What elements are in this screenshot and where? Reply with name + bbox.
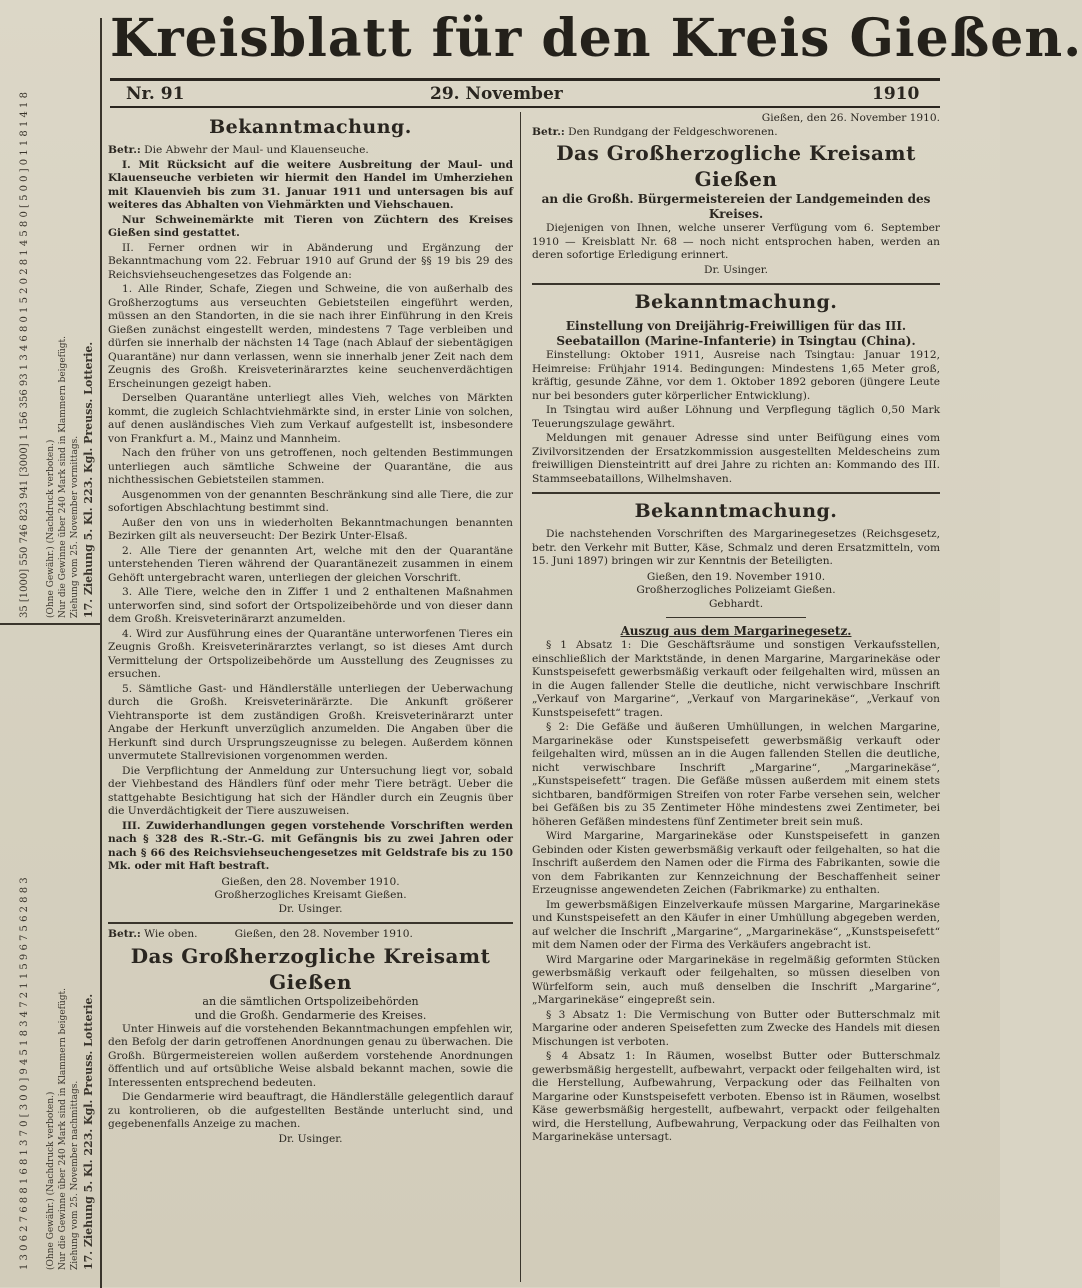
paragraph-feldgeschworene: Diejenigen von Ihnen, welche unserer Verfügung vom 6. September 1910 — Kreisblatt Nr. 68 — noch nicht entsprochen haben, werden an deren sofortige Erledigung erinnert.: [532, 222, 940, 261]
paragraph-s3: § 3 Absatz 1: Die Vermischung von Butter oder Butterschmalz mit Margarine oder anderen Speisefetten zum Zwecke des Handels mit diesen Mischungen ist verboten.: [532, 1008, 940, 1048]
section-rule-left: [108, 922, 513, 924]
lottery-subheading-top: Ziehung vom 25. November vormittags.: [70, 435, 80, 618]
betr2-label: Betr.:: [108, 928, 141, 940]
lottery-note-bottom: Nur die Gewinne über 240 Mark sind in Klammern beigefügt.: [58, 987, 68, 1270]
section-rule-right-1: [532, 283, 940, 285]
paragraph-ausgenommen: Ausgenommen von der genannten Beschränkung sind alle Tiere, die zur sofortigen Abschlachtung bestimmt sind.: [108, 488, 513, 514]
lottery-heading-top: 17. Ziehung 5. Kl. 223. Kgl. Preuss. Lotterie.: [82, 341, 95, 618]
issue-number: Nr. 91: [126, 84, 185, 104]
paragraph-gebinde: Wird Margarine, Margarinekäse oder Kunstspeisefett in ganzen Gebinden oder Kisten gewerbsmäßig verkauft oder feilgehalten, so hat die Inschrift außerdem den Namen oder die Firma des Fabrikanten, sowie die von dem Fabrikanten zur Kennzeichnung der Beschaffenheit seiner Erzeugnisse angewendeten Zeichen (Fabrikmarke) zu enthalten.: [532, 830, 940, 896]
paragraph-s4: § 4 Absatz 1: In Räumen, woselbst Butter oder Butterschmalz gewerbsmäßig hergestellt, aufbewahrt, verpackt oder feilgehalten wird, ist die Herstellung, Aufbewahrung, Verpackung oder das Feilhalten von Margarine oder Kunstspeisefett verboten. Ebenso ist in Räumen, woselbst Käse gewerbsmäßig hergestellt, aufbewahrt, verpackt oder feilgehalten wird, die Herstellung, Aufbewahrung, Verpackung oder das Feilhalten von Margarinekäse untersagt.: [532, 1050, 940, 1143]
issue-row: [110, 84, 940, 106]
lottery-subheading-bottom: Ziehung vom 25. November nachmittags.: [70, 1080, 80, 1270]
paragraph-quarantaene: Derselben Quarantäne unterliegt alles Vieh, welches von Märkten kommt, die zugleich Schlachtviehmärkte sind, in erster Linie von solchen, auf denen ausländisches Vieh zum Verkauf aufgestellt ist, insbesondere von Frankfurt a. M., Mainz und Mannheim.: [108, 392, 513, 445]
paragraph-schweinemaerkte: Nur Schweinemärkte mit Tieren von Züchtern des Kreises Gießen sind gestattet.: [108, 213, 513, 239]
paragraph-bezirk: Außer den von uns in wiederholten Bekanntmachungen benannten Bezirken gilt als neuverseucht: Der Bezirk Unter-Elsaß.: [108, 516, 513, 542]
signature-polizeiamt: Großherzogliches Polizeiamt Gießen.: [636, 584, 836, 596]
paragraph-4: 4. Wird zur Ausführung eines der Quarantäne unterworfenen Tieres ein Zeugnis Großh. Kreisveterinärarztes verlangt, so ist dieses Amt durch Vermittelung der Ortspolizeibehörde um Ausstellung des Zeugnisses zu ersuchen.: [108, 627, 513, 680]
paragraph-bestimmungen: Nach den früher von uns getroffenen, noch geltenden Bestimmungen unterliegen auch sämtliche Schweine der Quarantäne, die aus nichthessischen Gebietsteilen stammen.: [108, 447, 513, 486]
paragraph-3: 3. Alle Tiere, welche den in Ziffer 1 und 2 enthaltenen Maßnahmen unterworfen sind, sind sofort der Ortspolizeibehörde und von dieser dann dem Großh. Kreisveterinärarzt anzumelden.: [108, 586, 513, 625]
masthead-title: Kreisblatt für den Kreis Gießen.: [110, 8, 1082, 69]
masthead-rule-bottom: [110, 106, 940, 108]
lottery-note-top: Nur die Gewinne über 240 Mark sind in Klammern beigefügt.: [58, 335, 68, 618]
date-right-1: Gießen, den 26. November 1910.: [761, 112, 940, 124]
lottery-disclaimer-top: (Ohne Gewähr.) (Nachdruck verboten.): [46, 439, 56, 618]
signature-usinger-1: Dr. Usinger.: [278, 902, 343, 915]
paragraph-tsingtau: In Tsingtau wird außer Löhnung und Verpflegung täglich 0,50 Mark Teuerungszulage gewährt.: [532, 404, 940, 430]
betr-label: Betr.:: [108, 144, 141, 156]
lottery-numbers-top: 35 [1000] 550 746 823 941 [3000] 1 156 356 93 1 3 4 6 8 0 1 5 2 0 2 8 1 4 5 8 0 [ 5 0 0 ] 0 1 1 8 1 4 1 8: [19, 92, 30, 618]
column-divider: [520, 112, 521, 1282]
lottery-heading-bottom: 17. Ziehung 5. Kl. 223. Kgl. Preuss. Lotterie.: [82, 993, 95, 1270]
lottery-numbers-bottom: 1 3 0 6 2 7 6 8 8 1 6 8 1 3 7 0 [ 3 0 0 ] 9 4 5 1 8 3 4 7 2 1 1 5 9 6 7 5 6 2 8 8 3: [19, 877, 30, 1270]
issue-date: 29. November: [430, 84, 563, 104]
paragraph-einzelverkauf: Im gewerbsmäßigen Einzelverkaufe müssen Margarine, Margarinekäse und Kunstspeisefett an den Käufer in einer Umhüllung abgegeben werden, auf welcher die Inschrift „Margarine“, „Margarinekäse“, „Kunstspeisefett“ mit dem Namen oder der Firma des Verkäufers angebracht ist.: [532, 898, 940, 951]
auszug-title: Auszug aus dem Margarinegesetz.: [620, 624, 852, 638]
right-column: [532, 112, 940, 1282]
paragraph-hinweis: Unter Hinweis auf die vorstehenden Bekanntmachungen empfehlen wir, den Befolg der darin getroffenen Anordnungen genau zu überwachen. Die Großh. Bürgermeistereien wollen außerdem vorstehende Anordnungen öffentlich und auf ortsübliche Weise alsbald bekannt machen, sowie die Interessenten entsprechend bedeuten.: [108, 1022, 513, 1089]
kreisamt-title-left: Das Großherzogliche Kreisamt Gießen: [130, 943, 491, 994]
lottery-disclaimer-bottom: (Ohne Gewähr.) (Nachdruck verboten.): [46, 1091, 56, 1270]
kreisamt-title-right: Das Großherzogliche Kreisamt Gießen: [556, 141, 916, 191]
paragraph-margarinegesetz: Die nachstehenden Vorschriften des Margarinegesetzes (Reichsgesetz, betr. den Verkehr mit Butter, Käse, Schmalz und deren Ersatzmitteln, vom 15. Juni 1897) bringen wir zur Kenntnis der Beteiligten.: [532, 528, 940, 567]
left-column: [108, 112, 513, 1282]
issue-year: 1910: [872, 84, 920, 104]
paragraph-2: 2. Alle Tiere der genannten Art, welche mit den der Quarantäne unterstehenden Tieren während der Quarantänezeit zusammen in einem Gehöft untergebracht waren, unterliegen der gleichen Vorschrift.: [108, 544, 513, 584]
kreisamt-sub2-left: und die Großh. Gendarmerie des Kreises.: [194, 1008, 427, 1022]
paragraph-s2: § 2: Die Gefäße und äußeren Umhüllungen, in welchen Margarine, Margarinekäse oder Kunstspeisefett gewerbsmäßig verkauft oder feilgehalten wird, müssen an in die Augen fallenden Stellen die deutliche, nicht verwischbare Inschrift „Margarine“, „Margarinekäse“, „Kunstspeisefett“ tragen. Die Gefäße müssen außerdem mit einem stets sichtbaren, bandförmigen Streifen von roter Farbe versehen sein, welcher bei Gefäßen bis zu 35 Zentimeter Höhe mindestens zwei Zentimeter, bei höheren Gefäßen mindestens fünf Zentimeter breit sein muß.: [532, 721, 940, 828]
section-rule-right-2: [532, 492, 940, 494]
signature-kreisamt: Großherzogliches Kreisamt Gießen.: [214, 889, 407, 901]
paragraph-5: 5. Sämtliche Gast- und Händlerställe unterliegen der Ueberwachung durch die Großh. Kreisveterinärärzte. Die Ankunft größerer Viehtransporte ist dem zuständigen Großh. Kreisveterinärarzt unter Angabe der Herkunft unverzüglich anzumelden. Die Angaben über die Herkunft sind durch Ursprungszeugnisse zu belegen. Außerdem können unvermutete Stallrevisionen vorgenommen werden.: [108, 682, 513, 762]
paragraph-iii: III. Zuwiderhandlungen gegen vorstehende Vorschriften werden nach § 328 des R.-Str.-G. mit Gefängnis bis zu zwei Jahren oder nach § 66 des Reichsviehseuchengesetzes mit Geldstrafe bis zu 150 Mk. oder mit Haft bestraft.: [108, 819, 513, 872]
kreisamt-sub1-left: an die sämtlichen Ortspolizeibehörden: [202, 994, 419, 1008]
bekanntmachung-title-2: Bekanntmachung.: [634, 291, 838, 313]
bekanntmachung-title-1: Bekanntmachung.: [209, 116, 412, 138]
paragraph-verpflichtung: Die Verpflichtung der Anmeldung zur Untersuchung liegt vor, sobald der Viehbestand des Händlers fünf oder mehr Tiere beträgt. Ueber die stattgehabte Besichtigung hat sich der Händler durch ein Zeugnis über die Unverdächtigkeit der Tiere auszuweisen.: [108, 764, 513, 817]
betr-text: Die Abwehr der Maul- und Klauenseuche.: [144, 144, 369, 156]
paragraph-gendarmerie: Die Gendarmerie wird beauftragt, die Händlerställe gelegentlich darauf zu kontrolieren, ob die aufgestellten Bestände unterlucht sind, und gegebenenfalls Anzeige zu machen.: [108, 1091, 513, 1130]
betr2-text: Wie oben.: [144, 928, 198, 940]
date-left-2: Gießen, den 28. November 1910.: [234, 928, 413, 940]
paragraph-i: I. Mit Rücksicht auf die weitere Ausbreitung der Maul- und Klauenseuche verbieten wir hiermit den Handel im Umherziehen mit Klauenvieh bis zum 31. Januar 1911 und untersagen bis auf weiteres das Abhalten von Viehmärkten und Viehschauen.: [108, 158, 513, 211]
date-left-1: Gießen, den 28. November 1910.: [221, 875, 400, 888]
masthead-rule-top: [110, 78, 940, 81]
paragraph-1: 1. Alle Rinder, Schafe, Ziegen und Schweine, die von außerhalb des Großherzogtums aus verseuchten Gebietsteilen eingeführt werden, müssen an den Standorten, in die sie nach ihrer Einführung in den Kreis Gießen zunächst eingestellt werden, mindestens 7 Tage verbleiben und dürfen sie innerhalb der nächsten 14 Tage (nach Ablauf der siebentägigen Quarantäne) nur dann verlassen, wenn sie innerhalb jener Zeit nach dem Zeugnis des Großh. Kreisveterinärarztes keine seuchenverdächtigen Erscheinungen gezeigt haben.: [108, 283, 513, 390]
bekanntmachung-title-3: Bekanntmachung.: [634, 500, 838, 522]
seebataillon-subtitle: Einstellung von Dreijährig-Freiwilligen für das III. Seebataillon (Marine-Infanterie) in Tsingtau (China).: [556, 319, 916, 348]
signature-usinger-2: Dr. Usinger.: [278, 1132, 343, 1145]
signature-usinger-3: Dr. Usinger.: [703, 263, 769, 276]
paragraph-wuerfelform: Wird Margarine oder Margarinekäse in regelmäßig geformten Stücken gewerbsmäßig verkauft oder feilgehalten, so müssen dieselben von Würfelform sein, auch muß denselben die Inschrift „Margarine“, „Margarinekäse“ eingepreßt sein.: [532, 953, 940, 1006]
kreisamt-sub-right: an die Großh. Bürgermeistereien der Landgemeinden des Kreises.: [541, 192, 931, 221]
betr-right-text: Den Rundgang der Feldgeschworenen.: [568, 125, 778, 138]
date-right-2: Gießen, den 19. November 1910.: [646, 570, 826, 583]
lottery-sidebar: [0, 18, 102, 1288]
betr-right-label: Betr.:: [532, 125, 565, 138]
signature-gebhardt: Gebhardt.: [708, 597, 764, 610]
paragraph-ii: II. Ferner ordnen wir in Abänderung und Ergänzung der Bekanntmachung vom 22. Februar 1910 auf Grund der §§ 19 bis 29 des Reichsviehseuchengesetzes das Folgende an:: [108, 241, 513, 281]
paragraph-s1: § 1 Absatz 1: Die Geschäftsräume und sonstigen Verkaufsstellen, einschließlich der Marktstände, in denen Margarine, Margarinekäse oder Kunstspeisefett gewerbsmäßig verkauft oder feilgehalten wird, müssen an in die Augen fallender Stelle die deutliche, nicht verwischbare Inschrift „Verkauf von Margarine“, „Verkauf von Margarinekäse“, „Verkauf von Kunstspeisefett“ tragen.: [532, 639, 940, 719]
sidebar-divider: [0, 623, 100, 625]
short-rule: [666, 617, 806, 618]
paragraph-meldungen: Meldungen mit genauer Adresse sind unter Beifügung eines vom Zivilvorsitzenden der Ersatzkommission ausgestellten Meldescheins zum freiwilligen Diensteintritt auf drei Jahre zu richten an: Kommando des III. Stammseebataillons, Wilhelmshaven.: [532, 432, 940, 485]
paragraph-einstellung: Einstellung: Oktober 1911, Ausreise nach Tsingtau: Januar 1912, Heimreise: Frühjahr 1914. Bedingungen: Mindestens 1,65 Meter groß, kräftig, gesunde Zähne, vor dem 1. Oktober 1892 geboren (jüngere Leute nur bei besonders guter körperlicher Entwicklung).: [532, 349, 940, 402]
